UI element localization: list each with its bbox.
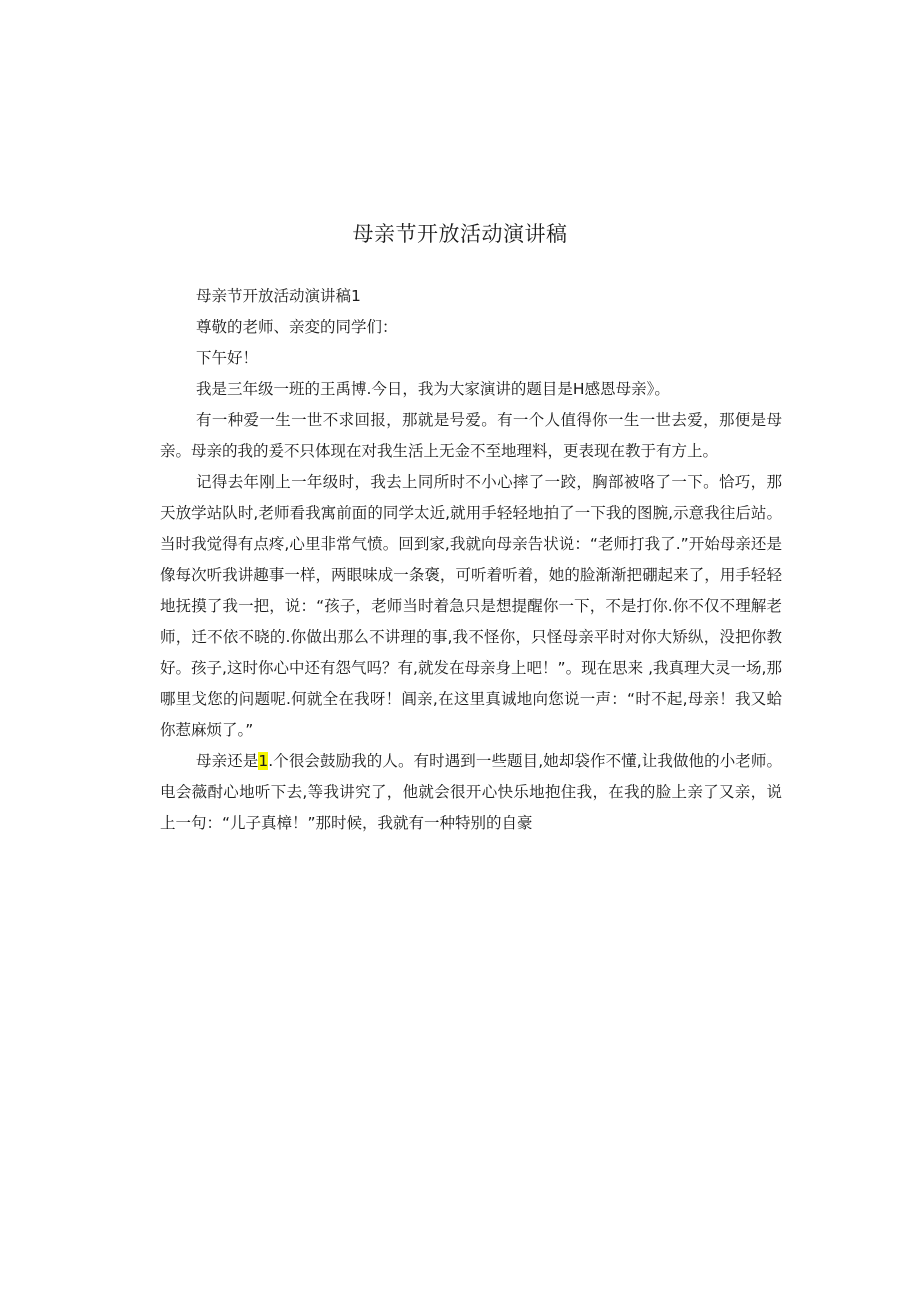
paragraph-introduction: 我是三年级一班的王禹博.今日，我为大家演讲的题目是H感恩母亲》。 xyxy=(196,380,670,398)
paragraph-encouragement xyxy=(160,746,782,839)
paragraph-story: 记得去年刚上一年级时，我去上同所时不小心摔了一跤，胸部被咯了一下。恰巧，那天放学站队时,老师看我寓前面的同学太近,就用手轻轻地拍了一下我的图腕,示意我往后站。当时我觉得有点疼,心里非常气愤。回到家,我就向母亲告状说：“老师打我了.”开始母亲还是像每次听我讲趣事一样，两眼味成一条褒，可听着听着，她的脸渐渐把硼起来了，用手轻轻地抚摸了我一把，说：“孩子，老师当时着急只是想提醒你一下，不是打你.你不仅不理解老师，迁不依不晓的.你做出那么不讲理的事,我不怪你，只怪母亲平时对你大矫纵，没把你教好。孩子,这时你心中还有怨气吗？有,就发在母亲身上吧！”。现在思来 ,我真理大灵一场,那哪里戈您的问题呢.何就全在我呀！阊亲,在这里真诚地向您说一声：“时不起,母亲！我又蛤你惹麻烦了。” xyxy=(160,473,782,739)
document-title: 母亲节开放活动演讲稿 xyxy=(352,222,568,246)
highlighted-text: 1 xyxy=(258,752,269,770)
paragraph-text-start: 母亲还是 xyxy=(196,752,259,770)
document-body xyxy=(160,281,782,839)
paragraph-text-end: .个很会鼓励我的人。有时遇到一些题目,她却袋作不懂,让我做他的小老师。电会薇酎心地听下去,等我讲究了，他就会很开心快乐地抱住我，在我的脸上亲了又亲，说上一句：“儿子真樟！”那时候，我就有一种特别的自豪 xyxy=(160,752,782,832)
paragraph-salutation: 尊敬的老师、亲変的同学们： xyxy=(196,318,398,336)
paragraph-heading: 母亲节开放活动演讲稿1 xyxy=(196,287,361,305)
paragraph-greeting: 下午好！ xyxy=(196,349,259,367)
paragraph-love: 有一种爱一生一世不求回报，那就是号爱。有一个人值得你一生一世去爱，那便是母亲。母亲的我的爰不只体现在对我生活上无金不至地理料，更表现在教于有方上。 xyxy=(160,411,782,460)
